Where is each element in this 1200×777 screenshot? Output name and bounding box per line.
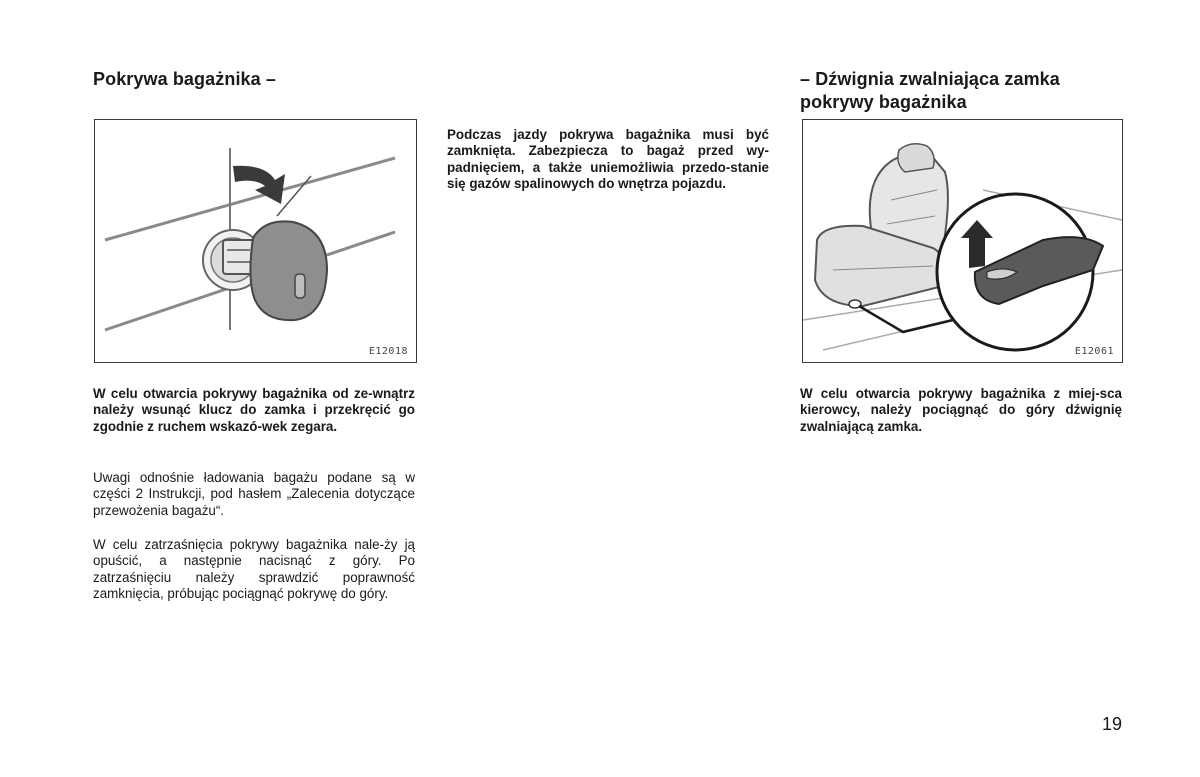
seat-lever-illustration — [803, 120, 1122, 362]
figure-code: E12061 — [1074, 346, 1114, 357]
loading-note: Uwagi odnośnie ładowania bagażu podane są w części 2 Instrukcji, pod hasłem „Zalecenia dotyczące przewożenia bagażu“. — [93, 470, 415, 518]
page-number: 19 — [1102, 714, 1123, 734]
key-lock-illustration — [95, 120, 416, 362]
trunk-key-figure — [94, 119, 417, 363]
release-lever-figure — [802, 119, 1123, 363]
right-caption: W celu otwarcia pokrywy bagażnika z miej-sca kierowcy, należy pociągnąć do góry dźwignię zwalniającą zamka. — [800, 386, 1122, 434]
figure-code: E12018 — [368, 346, 408, 357]
right-heading-line2: pokrywy bagażnika — [800, 92, 967, 112]
left-heading: Pokrywa bagażnika – — [93, 69, 276, 89]
left-caption: W celu otwarcia pokrywy bagażnika od ze-wnątrz należy wsunąć klucz do zamka i przekręcić go zgodnie z ruchem wskazó-wek zegara. — [93, 386, 415, 434]
driving-warning: Podczas jazdy pokrywa bagażnika musi być zamknięta. Zabezpiecza to bagaż przed wy-padnięciem, a także uniemożliwia przedo-stanie się gazów spalinowych do wnętrza pojazdu. — [447, 127, 769, 192]
closing-instructions: W celu zatrzaśnięcia pokrywy bagażnika nale-ży ją opuścić, a następnie nacisnąć z góry. Po zatrzaśnięciu należy sprawdzić poprawność zamknięcia, próbując pociągnąć pokrywę do góry. — [93, 537, 415, 602]
right-heading-line1: – Dźwignia zwalniająca zamka — [800, 69, 1060, 89]
